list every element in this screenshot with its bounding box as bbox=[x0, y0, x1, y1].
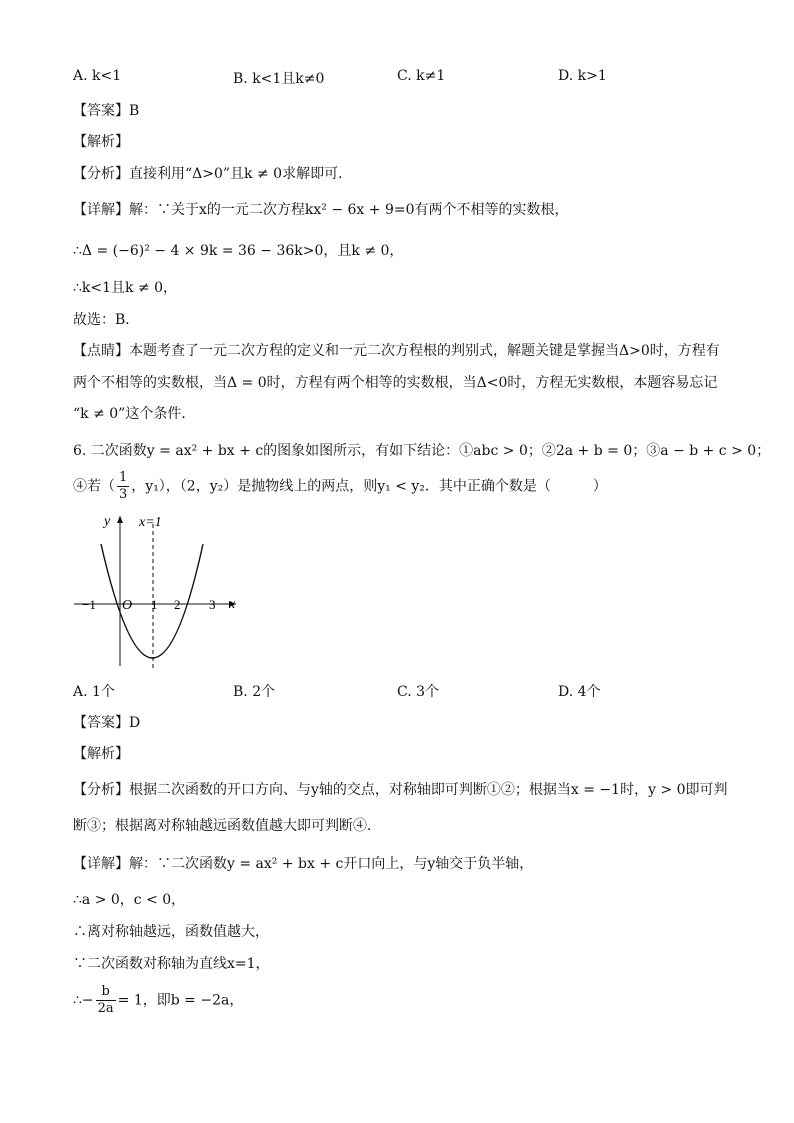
tick-label-neg1: −1 bbox=[82, 597, 96, 612]
q6-stem-line1: 6. 二次函数y = ax² + bx + c的图象如图所示，有如下结论：①abc > 0；②2a + b = 0；③a − b + c > 0； bbox=[73, 443, 771, 459]
q6-fraction-b-over-2a bbox=[96, 984, 116, 1017]
q6-fenxi-line1: 【分析】根据二次函数的开口方向、与y轴的交点，对称轴即可判断①②；根据当x = −1时，y > 0即可判 bbox=[73, 782, 728, 798]
q6-stem2-prefix: ④若（ bbox=[73, 478, 115, 495]
q5-xiangjie: 【详解】解：∵关于x的一元二次方程kx² − 6x + 9=0有两个不相等的实数根， bbox=[73, 202, 569, 218]
q6-fraction-one-third bbox=[117, 470, 129, 503]
q5-step2: ∴k<1且k ≠ 0， bbox=[73, 280, 178, 296]
q5-step1: ∴Δ = (−6)² − 4 × 9k = 36 − 36k>0，且k ≠ 0， bbox=[73, 243, 404, 259]
q5-answer: 【答案】B bbox=[73, 103, 140, 119]
y-axis-label: y bbox=[104, 514, 111, 529]
q6-step1: ∴a > 0，c < 0， bbox=[73, 892, 186, 908]
q5-option-a: A. k<1 bbox=[73, 68, 122, 84]
q6-fenxi-line2: 断③；根据离对称轴越远函数值越大即可判断④． bbox=[73, 818, 381, 834]
q5-option-d: D. k>1 bbox=[558, 68, 607, 84]
q6-option-c: C. 3个 bbox=[397, 684, 440, 700]
q6-option-b: B. 2个 bbox=[233, 684, 276, 700]
q6-step4-numerator: b bbox=[96, 984, 116, 1001]
q5-dianjing-line3: “k ≠ 0”这个条件． bbox=[73, 406, 196, 422]
origin-label: O bbox=[122, 598, 133, 613]
q6-fraction-numerator: 1 bbox=[119, 470, 128, 485]
q6-answer: 【答案】D bbox=[73, 715, 141, 731]
q6-option-d: D. 4个 bbox=[558, 684, 601, 700]
q6-stem-line2 bbox=[73, 470, 607, 503]
q6-step2: ∴离对称轴越远，函数值越大， bbox=[73, 924, 269, 940]
tick-label-3: 3 bbox=[209, 597, 216, 612]
q6-analysis-heading: 【解析】 bbox=[73, 746, 129, 762]
q5-analysis-heading: 【解析】 bbox=[73, 134, 129, 150]
q5-dianjing-line1: 【点睛】本题考查了一元二次方程的定义和一元二次方程根的判别式，解题关键是掌握当Δ>0时，方程有 bbox=[73, 343, 720, 359]
q5-dianjing-line2: 两个不相等的实数根，当Δ = 0时，方程有两个相等的实数根，当Δ<0时，方程无实数根，本题容易忘记 bbox=[73, 375, 718, 391]
q6-fraction-denominator: 3 bbox=[119, 487, 128, 502]
q6-step4-suffix: = 1，即b = −2a， bbox=[117, 992, 244, 1009]
q6-option-a: A. 1个 bbox=[73, 684, 115, 700]
tick-label-2: 2 bbox=[174, 597, 181, 612]
parabola-graph bbox=[68, 510, 248, 670]
q6-xiangjie: 【详解】解：∵二次函数y = ax² + bx + c开口向上，与y轴交于负半轴， bbox=[73, 856, 534, 872]
q6-step4-denominator: 2a bbox=[97, 1001, 114, 1016]
q6-stem2-suffix: ，y₁），（2，y₂）是抛物线上的两点，则y₁ < y₂．其中正确个数是（ ） bbox=[131, 478, 607, 495]
symmetry-axis-label: x=1 bbox=[139, 515, 162, 530]
q5-fenxi: 【分析】直接利用“Δ>0”且k ≠ 0求解即可． bbox=[73, 166, 353, 182]
x-axis-label: x bbox=[229, 597, 236, 612]
q6-step4-prefix: ∴− bbox=[73, 992, 94, 1009]
q6-step3: ∵二次函数对称轴为直线x=1， bbox=[73, 956, 270, 972]
q5-option-b: B. k<1且k≠0 bbox=[233, 71, 325, 87]
tick-label-1: 1 bbox=[151, 597, 158, 612]
q5-option-c: C. k≠1 bbox=[397, 68, 446, 84]
q6-step4 bbox=[73, 984, 243, 1017]
q5-choice: 故选：B． bbox=[73, 312, 140, 328]
y-axis-arrow bbox=[117, 516, 123, 523]
